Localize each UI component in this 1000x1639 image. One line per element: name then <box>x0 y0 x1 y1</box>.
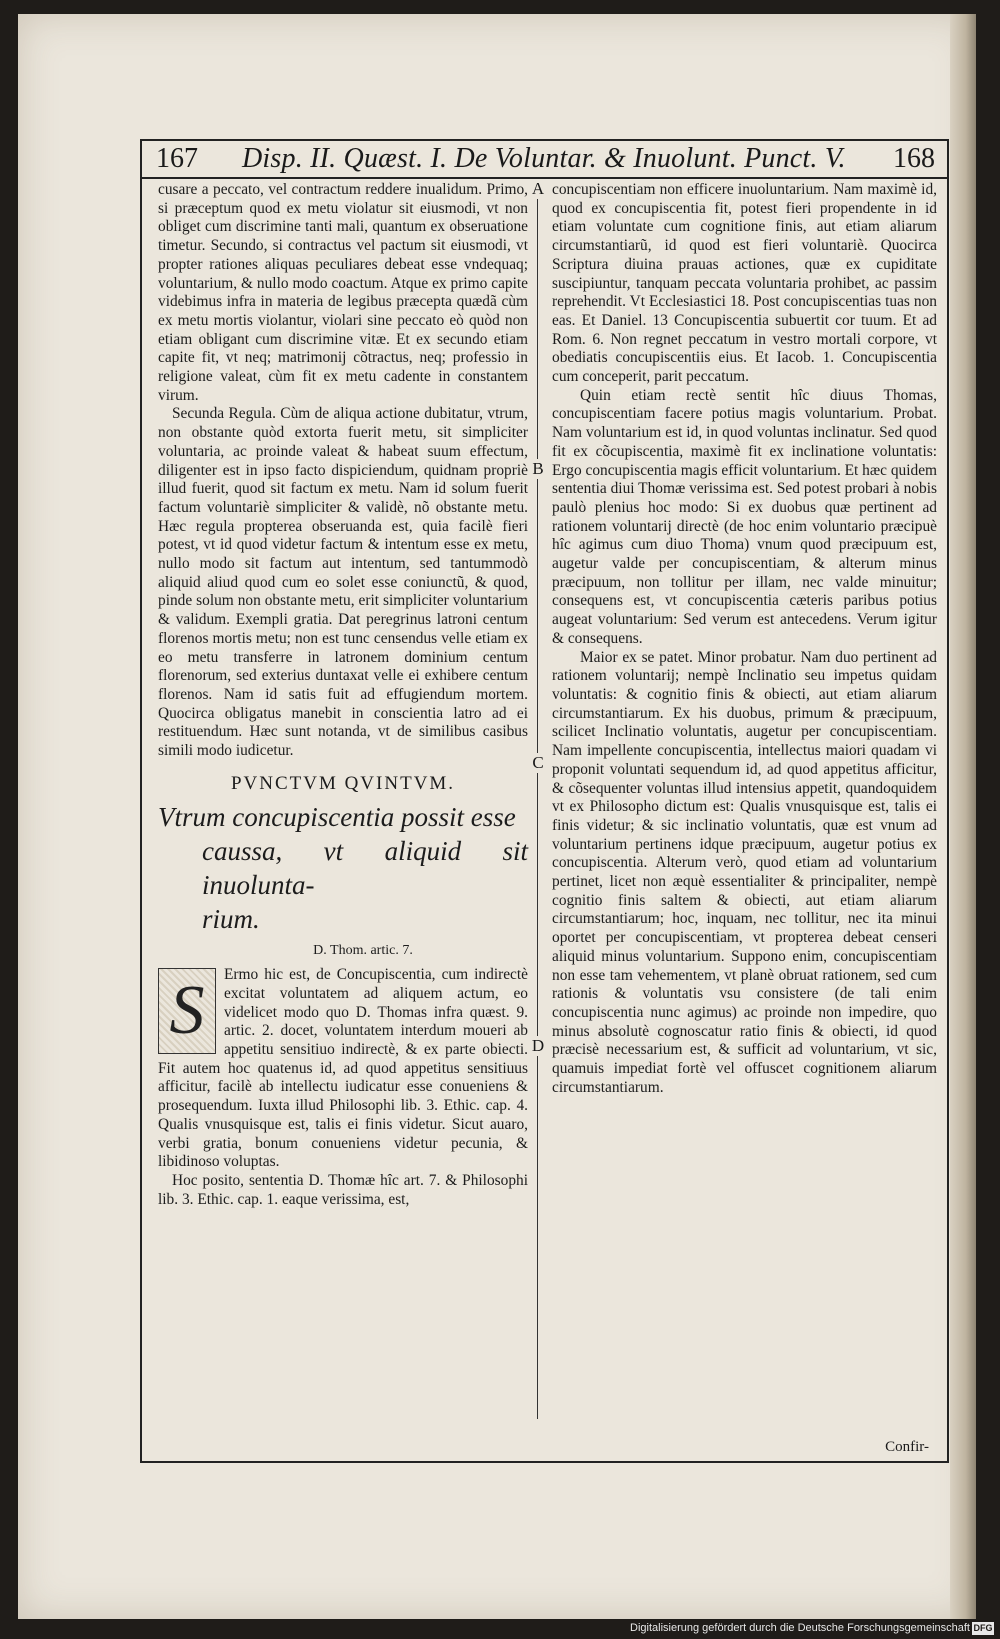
thomas-reference: D. Thom. artic. 7. <box>313 942 413 958</box>
left-paragraph-4: Hoc posito, sententia D. Thomæ hîc art. 7. & Philosophi lib. 3. Ethic. cap. 1. eaque verissima, est, <box>158 1171 528 1208</box>
running-header <box>142 141 947 177</box>
question-title-line-1: Vtrum concupiscentia possit esse <box>158 801 516 832</box>
right-paragraph-2: Quin etiam rectè sentit hîc diuus Thomas, concupiscentiam facere potius magis voluntarium. Probat. Nam voluntarium est id, in quod voluntas inclinatur. Sed quod fit ex cõcupiscentia, maximè fit ex inclinatione voluntatis: Ergo concupiscentia magis efficit voluntarium. Et hæc quidem sententia diui Thomæ verissima est. Sed potest probari à nobis paulò plenius hoc modo: Si ex duobus quæ pertinent ad rationem voluntarij directè (de hoc enim voluntario præcipuè hîc agimus cum diuo Thoma) vnum quod præcipuum est, augetur valde per concupiscentiam, & alterum minus præcipuum, non tollitur per illam, nec valde minuitur; consequens est, vt concupiscentia cæteris paribus potius augeat voluntarium: Sed verum est antecedens. Verum igitur & consequens. <box>552 386 937 647</box>
margin-marker-c: C <box>530 753 546 773</box>
question-title <box>158 800 528 936</box>
page-number-left: 167 <box>156 143 198 174</box>
left-paragraph-2: Secunda Regula. Cùm de aliqua actione dubitatur, vtrum, non obstante quòd extorta fuerit metu, sit simpliciter voluntaria, ac proinde valeat & habeat suum effectum, diligenter est in ipso facto dispiciendum, quidnam propriè illud fuerit, quod sit factum ex metu. Nam id solum fuerit factum voluntariè simpliciter & validè, nõ obstante metu. Hæc regula propterea obseruanda est, quia facilè fieri potest, vt id quod videtur factum & intentum esse ex metu, nullo modo sit factum aut intentum, sed tantummodò aliquid aliud quod cum eo solet esse coniunctũ, & quod, pinde solum non obstante metu, erit simpliciter voluntarium & validum. Exempli gratia. Dat peregrinus latroni centum florenos mortis metu; non est tunc censendus velle etiam ex eo metu transferre in latronem dominium centum florenorum, sed exterius duntaxat velle ei exhibere centum florenos. Nam id satis fuit ad effugiendum mortem. Quocirca obligatus manebit in conscientia latro ad ei restituendum. Hæc sunt notanda, vt de similibus casibus simili modo iudicetur. <box>158 405 528 760</box>
left-column <box>158 181 528 1209</box>
page-edge <box>950 14 976 1619</box>
question-title-line-3: rium. <box>202 903 260 934</box>
running-title: Disp. II. Quæst. I. De Voluntar. & Inuolunt. Punct. V. <box>242 143 846 174</box>
right-paragraph-1: concupiscentiam non efficere inuoluntarium. Nam maximè id, quod ex concupiscentia fit, potest fieri propendente in id etiam voluntate cum cognitione finis, aut etiam aliarum circumstantiarũ, id quod est fieri voluntariè. Quocirca Scriptura diuina prauas actiones, quæ ex cupiditate suscipiuntur, tanquam peccata voluntaria prohibet, ac passim reprehendit. Vt Ecclesiastici 18. Post concupiscentias tuas non eas. Et Daniel. 13 Concupiscentia subuertit cor tuum. Et ad Rom. 6. Non regnet peccatum in vestro mortali corpore, vt obediatis concupiscentiis eius. Et Iacob. 1. Concupiscentia cum conceperit, parit peccatum. <box>552 181 937 386</box>
section-heading: PVNCTVM QVINTVM. <box>230 772 456 794</box>
text-frame <box>140 139 949 1463</box>
question-title-line-2: caussa, vt aliquid sit inuolunta- <box>202 835 528 900</box>
digitization-footer <box>0 1619 1000 1639</box>
right-column <box>552 181 937 1097</box>
margin-marker-b: B <box>530 459 546 479</box>
left-paragraph-3: Ermo hic est, de Concupiscentia, cum indirectè excitat voluntatem ad aliquem actum, eo videlicet modo quo D. Thomas infra quæst. 9. artic. 2. docet, voluntatem interdum moueri ab appetitu sensitiuo indirectè, & ex parte obiecti. Fit autem hoc quatenus id, ad quod appetitus sensitiuus afficitur, facilè ab intellectu iudicatur esse conueniens & prosequendum. Iuxta illud Philosophi lib. 3. Ethic. cap. 4. Qualis vnusquisque est, talis ei finis videtur. Sicut auaro, verbi gratia, bonum conueniens videtur pecunia, & libidinoso voluptas. <box>158 966 528 1171</box>
right-paragraph-3: Maior ex se patet. Minor probatur. Nam duo pertinent ad rationem voluntarij; nempè Inclinatio seu impetus quidam voluntatis: & cognitio finis & obiecti, aut etiam aliarum circumstantiarum. Ex his duobus, primum & præcipuum, scilicet Inclinatio voluntatis, augetur per concupiscentiam. Nam impellente concupiscentia, intellectus maiori quadam vi proponit voluntati sequendum id, ad quod appetitus afficitur, & cõsequenter voluntas illud intensius appetit, quandoquidem vt ex Philosopho dictum est: Qualis vnusquisque est, talis ei finis videtur; & sic inclinatio voluntatis, quæ est vnum ad voluntarium pertinens idque præcipuum, augetur potius ex concupiscentia. Alterum verò, quod etiam ad voluntarium pertinet, licet non æquè essentialiter & principaliter, nempè cognitio finis saltem & obiecti, aut etiam aliarum circumstantiarum; hoc, inquam, nec tollitur, nec ita minui oportet per concupiscentiam, vt propterea debeat censeri aliquid minus voluntarium. Suppono enim, concupiscentiam non esse tam vehementem, vt planè obruat rationem, sed cum rationis & voluntatis vsu consistere (de tali enim concupiscentia nunc agimus) ac proinde non impedire, quo minus absolutè cognoscatur ratio finis & obiecti, id quod præcisè necessarium est, & sufficit ad voluntarium, vt sic, quamuis impediat fortè vel offuscet cognitionem aliarum circumstantiarum. <box>552 648 937 1096</box>
margin-marker-d: D <box>531 1036 545 1055</box>
page-number-right: 168 <box>893 143 935 174</box>
footer-credit: Digitalisierung gefördert durch die Deutsche Forschungsgemeinschaft <box>630 1622 970 1634</box>
dfg-logo-icon: DFG <box>973 1623 993 1633</box>
dropcap-paragraph <box>158 966 528 1172</box>
ornamental-initial: S <box>158 968 216 1054</box>
column-divider <box>537 179 538 1419</box>
book-page <box>18 14 976 1619</box>
left-paragraph-1: cusare a peccato, vel contractum reddere inualidum. Primo, si præceptum quod ex metu violatur sit eiusmodi, vt non obliget cum discrimine tanti mali, quantum ex obseruatione timetur. Secundo, si contractus vel pactum sit eiusmodi, vt propter rationes aliquas peculiares debeat esse vndequaq; voluntarium, & nullo modo coactum. Atque ex primo capite videbimus infra in materia de legibus præcepta quædã cùm ex metu mortis violantur, violari sine peccato eò quòd non etiam obligant cum discrimine vitæ. Et ex secundo etiam capite fit, vt neq; matrimonij cõtractus, neq; professio in religione valeat, cùm fit ex metu cadente in constantem virum. <box>158 181 528 404</box>
margin-marker-a: A <box>531 179 545 198</box>
catchword: Confir- <box>885 1439 929 1455</box>
